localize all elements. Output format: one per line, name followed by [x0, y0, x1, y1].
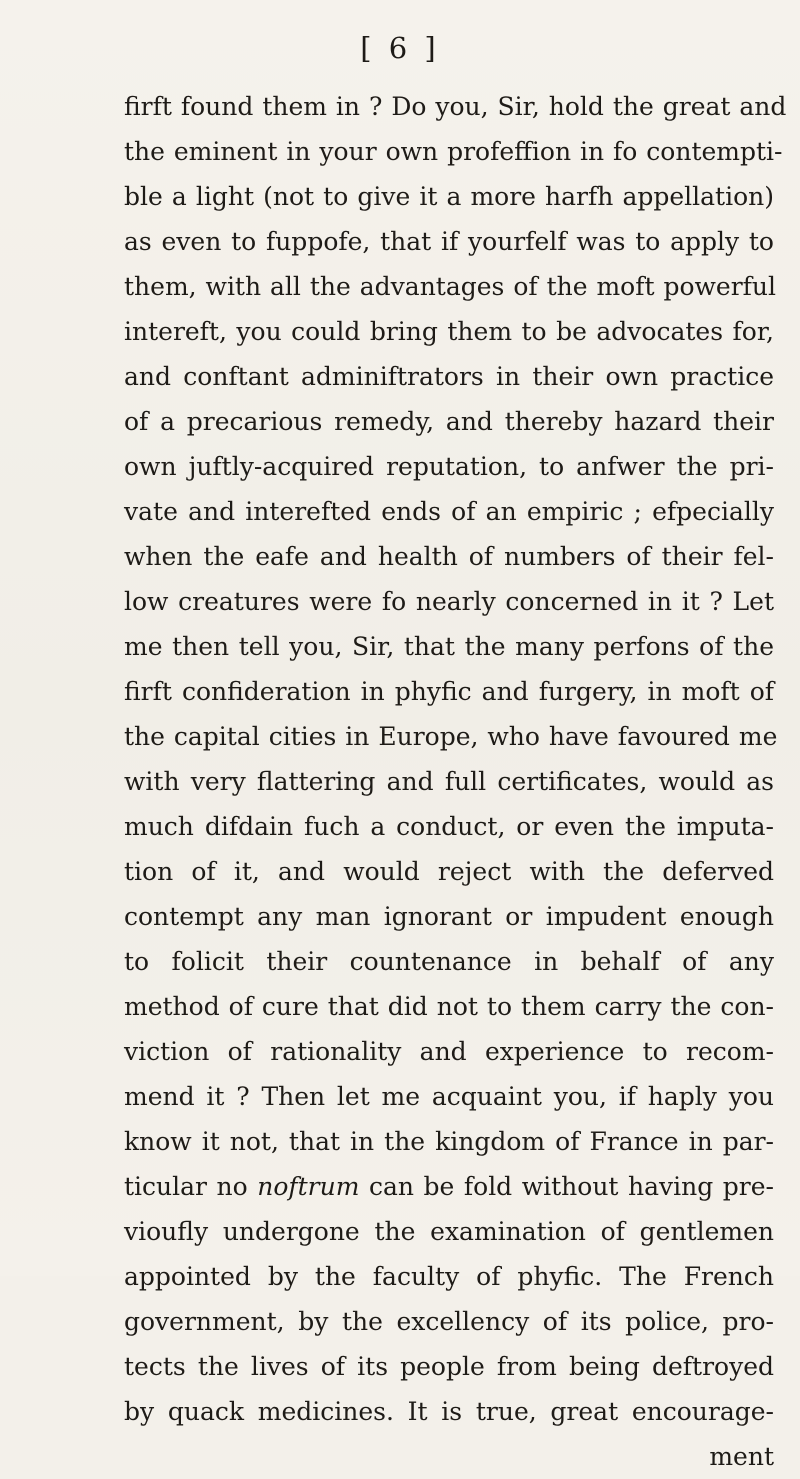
- text-line: to folicit their countenance in behalf of any: [124, 947, 774, 976]
- text-line: low creatures were fo nearly concerned in it ? Let: [124, 587, 774, 616]
- body-text: [124, 84, 787, 1479]
- catchword: ment: [709, 1442, 774, 1471]
- text-line: own juftly-acquired reputation, to anfwer the pri-: [124, 452, 774, 481]
- text-line: government, by the excellency of its police, pro-: [124, 1307, 774, 1336]
- text-line: of a precarious remedy, and thereby hazard their: [124, 407, 774, 436]
- text-fragment: ticular no: [124, 1172, 258, 1201]
- text-line: tion of it, and would reject with the deferved: [124, 857, 774, 886]
- text-line: appointed by the faculty of phyfic. The French: [124, 1262, 774, 1291]
- text-line-with-italic: [124, 1164, 774, 1209]
- text-line: when the eafe and health of numbers of their fel-: [124, 542, 774, 571]
- text-line: vate and interefted ends of an empiric ; efpecially: [124, 497, 774, 526]
- text-line: and conftant adminiftrators in their own practice: [124, 362, 774, 391]
- text-line: intereft, you could bring them to be advocates for,: [124, 317, 774, 346]
- text-fragment: can be fold without having pre-: [359, 1172, 774, 1201]
- text-line: tects the lives of its people from being deftroyed: [124, 1352, 774, 1381]
- text-line: me then tell you, Sir, that the many perfons of the: [124, 632, 774, 661]
- text-line: much difdain fuch a conduct, or even the imputa-: [124, 812, 774, 841]
- text-line: by quack medicines. It is true, great encourage-: [124, 1397, 774, 1426]
- text-line: firft confideration in phyfic and furgery, in moft of: [124, 677, 774, 706]
- text-line: ble a light (not to give it a more harfh appellation): [124, 182, 774, 211]
- text-line: as even to fuppofe, that if yourfelf was to apply to: [124, 227, 774, 256]
- text-line: them, with all the advantages of the moft powerful: [124, 272, 777, 301]
- page-number: [ 6 ]: [360, 31, 440, 65]
- text-line: know it not, that in the kingdom of France in par-: [124, 1127, 774, 1156]
- text-line: the capital cities in Europe, who have favoured me: [124, 722, 778, 751]
- text-line: the eminent in your own profeffion in fo contempti-: [124, 137, 783, 166]
- text-line: viction of rationality and experience to recom-: [124, 1037, 774, 1066]
- text-line: contempt any man ignorant or impudent enough: [124, 902, 774, 931]
- text-line: firft found them in ? Do you, Sir, hold the great and: [124, 92, 787, 121]
- italic-word: noftrum: [257, 1172, 360, 1201]
- text-line: mend it ? Then let me acquaint you, if haply you: [124, 1082, 774, 1111]
- text-line: method of cure that did not to them carry the con-: [124, 992, 774, 1021]
- text-line: with very flattering and full certificates, would as: [124, 767, 774, 796]
- text-line: vioufly undergone the examination of gentlemen: [124, 1217, 774, 1246]
